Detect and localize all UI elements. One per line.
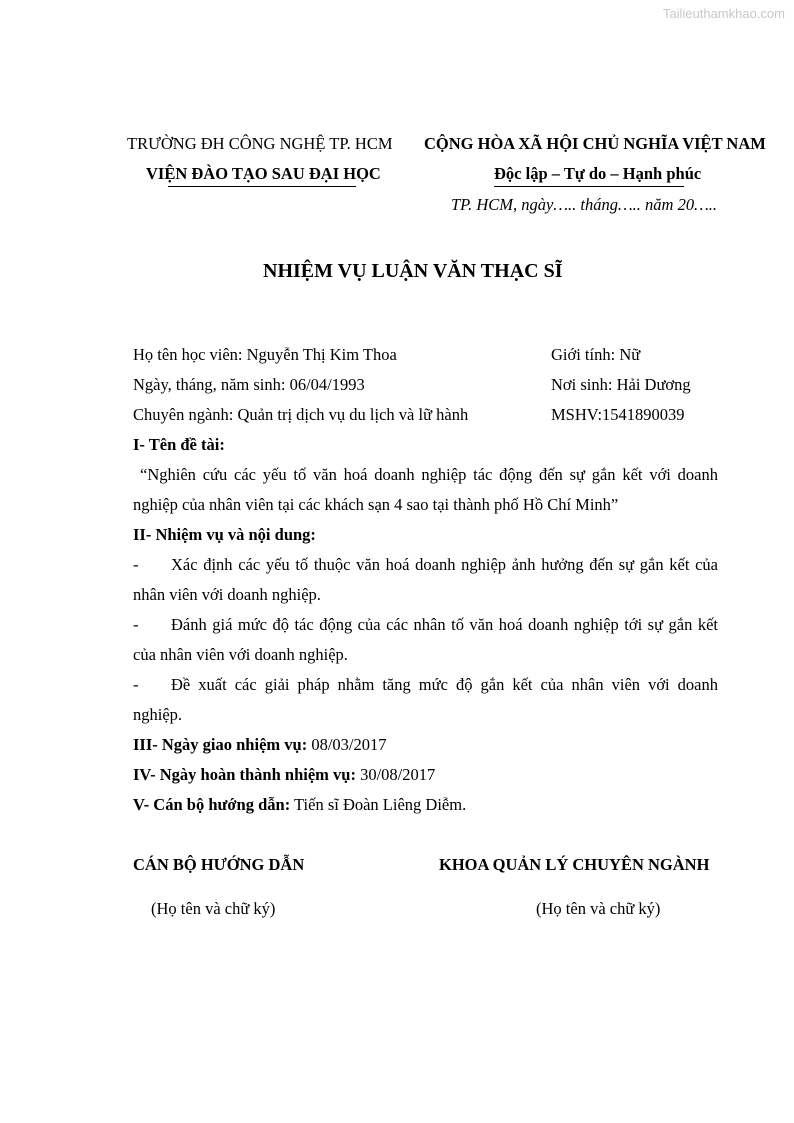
birthplace-label: Nơi sinh: bbox=[551, 375, 613, 394]
topic-heading: I- Tên đề tài: bbox=[133, 435, 225, 454]
gender-label: Giới tính: bbox=[551, 345, 616, 364]
watermark-text: Tailieuthamkhao.com bbox=[662, 6, 785, 21]
birthplace-value: Hải Dương bbox=[616, 375, 691, 394]
task3-line1: Đề xuất các giải pháp nhằm tăng mức độ gắn kết của nhân viên với doanh bbox=[171, 675, 718, 694]
task1-line1: Xác định các yếu tố thuộc văn hoá doanh nghiệp ảnh hưởng đến sự gắn kết của bbox=[171, 555, 718, 574]
country-motto-slogan: Độc lập – Tự do – Hạnh phúc bbox=[494, 164, 702, 183]
advisor-signature-title: CÁN BỘ HƯỚNG DẪN bbox=[133, 855, 305, 874]
gender-line bbox=[551, 345, 640, 365]
student-name-line bbox=[133, 345, 397, 365]
complete-date-value: 30/08/2017 bbox=[360, 765, 436, 784]
faculty-signature-title: KHOA QUẢN LÝ CHUYÊN NGÀNH bbox=[439, 855, 710, 874]
country-motto-title: CỘNG HÒA XÃ HỘI CHỦ NGHĨA VIỆT NAM bbox=[424, 134, 766, 153]
task2-line2: của nhân viên với doanh nghiệp. bbox=[133, 645, 348, 664]
advisor-signature-note: (Họ tên và chữ ký) bbox=[151, 899, 276, 918]
task2-bullet: - bbox=[133, 615, 139, 634]
task2-line1: Đánh giá mức độ tác động của các nhân tố văn hoá doanh nghiệp tới sự gắn kết bbox=[171, 615, 718, 634]
topic-text-line1: “Nghiên cứu các yếu tố văn hoá doanh nghiệp tác động đến sự gắn kết với doanh bbox=[140, 465, 718, 484]
document-title: NHIỆM VỤ LUẬN VĂN THẠC SĨ bbox=[263, 260, 563, 282]
assign-date-label: III- Ngày giao nhiệm vụ: bbox=[133, 735, 308, 754]
assign-date-line bbox=[133, 735, 386, 755]
advisor-label: V- Cán bộ hướng dẫn: bbox=[133, 795, 291, 814]
dob-label: Ngày, tháng, năm sinh: bbox=[133, 375, 286, 394]
school-name: TRƯỜNG ĐH CÔNG NGHỆ TP. HCM bbox=[127, 134, 393, 153]
advisor-line bbox=[133, 795, 466, 815]
institute-name: VIỆN ĐÀO TẠO SAU ĐẠI HỌC bbox=[146, 164, 381, 183]
institute-underline bbox=[168, 186, 356, 187]
major-label: Chuyên ngành: bbox=[133, 405, 234, 424]
dob-value: 06/04/1993 bbox=[289, 375, 365, 394]
slogan-underline bbox=[494, 186, 684, 187]
task1-bullet: - bbox=[133, 555, 139, 574]
student-id-value: 1541890039 bbox=[602, 405, 685, 424]
task3-line2: nghiệp. bbox=[133, 705, 183, 724]
complete-date-label: IV- Ngày hoàn thành nhiệm vụ: bbox=[133, 765, 356, 784]
birthplace-line bbox=[551, 375, 691, 395]
student-id-label: MSHV: bbox=[551, 405, 603, 424]
dob-line bbox=[133, 375, 365, 395]
gender-value: Nữ bbox=[619, 345, 641, 364]
name-label: Họ tên học viên: bbox=[133, 345, 243, 364]
advisor-value: Tiến sĩ Đoàn Liêng Diễm. bbox=[294, 795, 467, 814]
complete-date-line bbox=[133, 765, 435, 785]
tasks-heading: II- Nhiệm vụ và nội dung: bbox=[133, 525, 316, 544]
task1-line2: nhân viên với doanh nghiệp. bbox=[133, 585, 321, 604]
student-name: Nguyễn Thị Kim Thoa bbox=[246, 345, 397, 364]
major-line bbox=[133, 405, 468, 425]
date-line: TP. HCM, ngày….. tháng….. năm 20….. bbox=[451, 195, 718, 214]
student-id-line bbox=[551, 405, 685, 425]
faculty-signature-note: (Họ tên và chữ ký) bbox=[536, 899, 661, 918]
assign-date-value: 08/03/2017 bbox=[311, 735, 387, 754]
task3-bullet: - bbox=[133, 675, 139, 694]
major-value: Quản trị dịch vụ du lịch và lữ hành bbox=[237, 405, 469, 424]
topic-text-line2: nghiệp của nhân viên tại các khách sạn 4 sao tại thành phố Hồ Chí Minh” bbox=[133, 495, 619, 514]
